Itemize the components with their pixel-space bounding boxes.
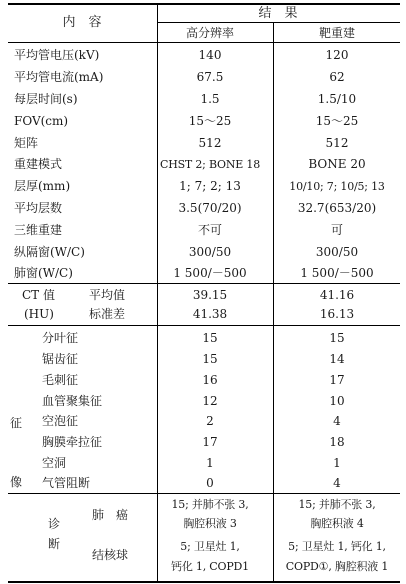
diagnosis-tb-target-line1: 5; 卫星灶 1, 钙化 1, xyxy=(288,540,386,553)
table-top-rule xyxy=(8,3,400,5)
param-label: 矩阵 xyxy=(14,136,39,150)
sign-label: 胸膜牵拉征 xyxy=(42,435,103,449)
param-label: 每层时间(s) xyxy=(14,92,78,106)
sign-label: 空洞 xyxy=(42,456,67,470)
diagnosis-lung-cancer-label: 肺 癌 xyxy=(92,508,129,522)
param-target: 32.7(653/20) xyxy=(297,201,377,215)
diagnosis-lung-cancer-target-line1: 15; 并肺不张 3, xyxy=(298,498,376,511)
signs-group-label-1: 征 xyxy=(10,416,23,430)
diagnosis-tb-hr-line1: 5; 卫星灶 1, xyxy=(180,540,240,553)
param-target: 10/10; 7; 10/5; 13 xyxy=(289,180,385,193)
sign-hr: 15 xyxy=(202,331,218,345)
ct-label: CT 值 xyxy=(22,288,56,302)
diagnosis-tb-target-line2: COPD①, 胸腔积液 1 xyxy=(285,560,389,573)
diagnosis-tb-hr-line2: 钙化 1, COPD1 xyxy=(171,560,249,573)
param-label: 重建模式 xyxy=(14,157,63,171)
sign-label: 毛刺征 xyxy=(42,373,79,387)
param-label: 平均管电压(kV) xyxy=(14,48,100,62)
sign-target: 15 xyxy=(329,331,345,345)
sign-label: 血管聚集征 xyxy=(42,394,103,408)
param-label: 三维重建 xyxy=(14,223,63,237)
sign-hr: 12 xyxy=(202,394,218,408)
sign-label: 气管阻断 xyxy=(42,476,91,490)
ct-mean-label: 平均值 xyxy=(89,288,126,302)
header-col-target: 靶重建 xyxy=(318,26,356,40)
diagnosis-lung-cancer-hr-line2: 胸腔积液 3 xyxy=(183,517,237,530)
param-hr: 1.5 xyxy=(200,92,220,106)
param-hr: 15～25 xyxy=(188,114,232,128)
sign-hr: 17 xyxy=(202,435,218,449)
ct-sd-target: 16.13 xyxy=(319,307,355,321)
column-divider-right xyxy=(273,22,274,582)
param-label: 肺窗(W/C) xyxy=(14,266,73,280)
param-hr: 512 xyxy=(198,136,222,150)
column-divider-left xyxy=(157,4,158,582)
header-bottom-rule xyxy=(8,42,400,43)
sign-hr: 1 xyxy=(206,456,214,470)
diagnosis-group-label-2: 断 xyxy=(48,537,61,551)
param-label: 平均管电流(mA) xyxy=(14,70,104,84)
ct-mean-target: 41.16 xyxy=(319,288,355,302)
param-hr: 140 xyxy=(198,48,222,62)
sign-label: 空泡征 xyxy=(42,414,79,428)
param-hr: CHST 2; BONE 18 xyxy=(159,158,261,171)
param-hr: 1; 7; 2; 13 xyxy=(179,179,241,193)
sign-label: 锯齿征 xyxy=(42,352,79,366)
sign-target: 14 xyxy=(329,352,345,366)
param-hr: 不可 xyxy=(197,223,223,237)
param-target: 512 xyxy=(325,136,349,150)
ct-bottom-rule xyxy=(8,325,400,326)
sign-hr: 0 xyxy=(206,476,214,490)
param-hr: 67.5 xyxy=(196,70,224,84)
sign-target: 1 xyxy=(333,456,341,470)
param-label: 层厚(mm) xyxy=(14,179,71,193)
diagnosis-lung-cancer-target-line2: 胸腔积液 4 xyxy=(310,517,364,530)
header-col-hr: 高分辨率 xyxy=(185,26,235,40)
param-target: 120 xyxy=(325,48,349,62)
param-target: 300/50 xyxy=(315,245,359,259)
signs-bottom-rule xyxy=(8,493,400,494)
signs-group-label-2: 像 xyxy=(10,475,23,489)
sign-target: 10 xyxy=(329,394,345,408)
table-bottom-rule xyxy=(8,581,400,583)
param-label: 平均层数 xyxy=(14,201,63,215)
param-hr: 3.5(70/20) xyxy=(178,201,242,215)
header-sub-rule xyxy=(157,22,400,23)
sign-target: 4 xyxy=(333,476,341,490)
param-target: BONE 20 xyxy=(308,157,366,171)
param-hr: 300/50 xyxy=(188,245,232,259)
ct-top-rule xyxy=(8,283,400,284)
sign-hr: 16 xyxy=(202,373,218,387)
param-target: 1.5/10 xyxy=(317,92,357,106)
param-label: 纵隔窗(W/C) xyxy=(14,245,85,259)
diagnosis-group-label-1: 诊 xyxy=(48,517,61,531)
diagnosis-tb-label: 结核球 xyxy=(92,548,129,562)
ct-sd-hr: 41.38 xyxy=(192,307,228,321)
param-target: 62 xyxy=(329,70,345,84)
sign-target: 4 xyxy=(333,414,341,428)
param-label: FOV(cm) xyxy=(14,114,69,128)
ct-unit: (HU) xyxy=(24,307,54,321)
param-target: 可 xyxy=(330,223,344,237)
sign-label: 分叶征 xyxy=(42,331,79,345)
header-item: 内 容 xyxy=(62,15,102,30)
diagnosis-lung-cancer-hr-line1: 15; 并肺不张 3, xyxy=(171,498,249,511)
sign-hr: 2 xyxy=(206,414,214,428)
ct-sd-label: 标准差 xyxy=(89,307,126,321)
ct-mean-hr: 39.15 xyxy=(192,288,228,302)
param-hr: 1 500/－500 xyxy=(173,266,247,280)
sign-hr: 15 xyxy=(202,352,218,366)
header-result: 结 果 xyxy=(258,6,298,21)
sign-target: 18 xyxy=(329,435,345,449)
param-target: 1 500/－500 xyxy=(300,266,374,280)
param-target: 15～25 xyxy=(315,114,359,128)
sign-target: 17 xyxy=(329,373,345,387)
